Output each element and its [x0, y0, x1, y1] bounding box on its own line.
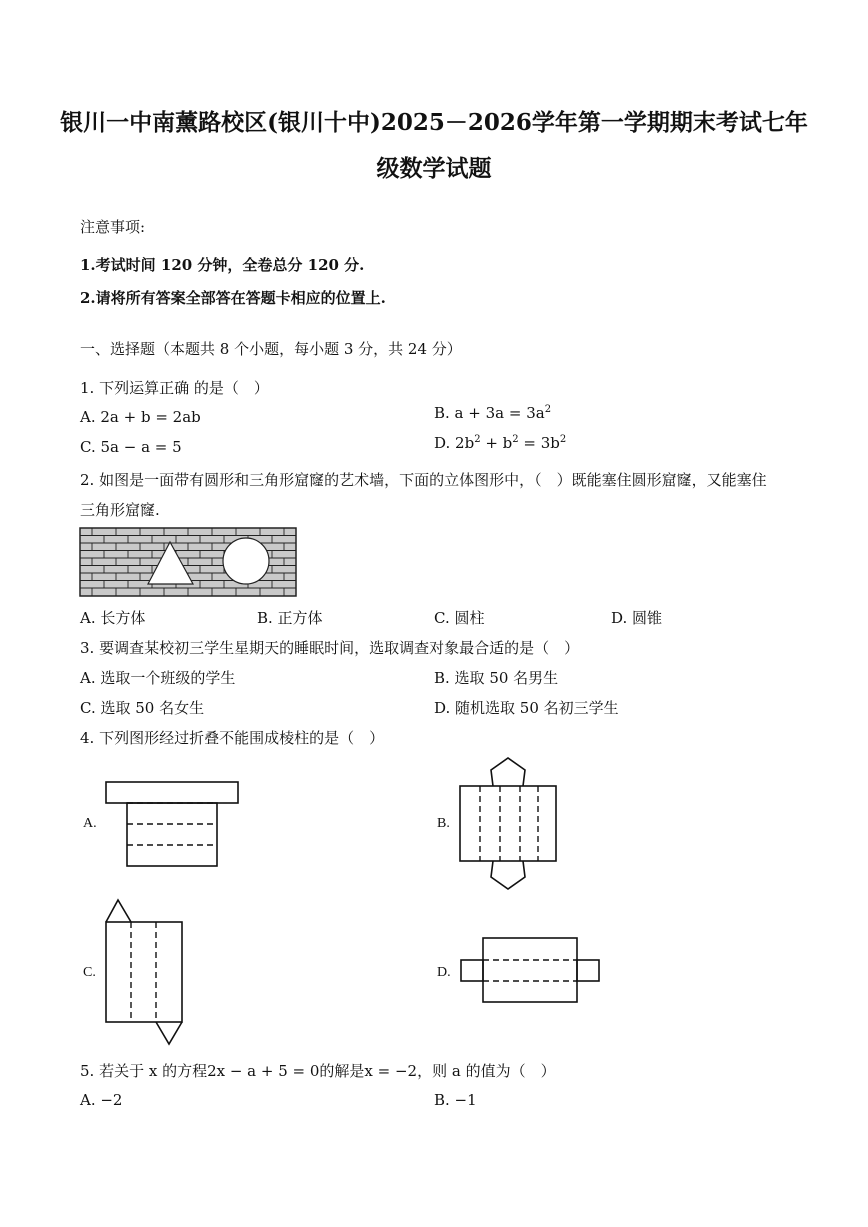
q2-stem-line2: 三角形窟窿.: [80, 501, 160, 519]
q5-option-a: A. −2: [80, 1091, 123, 1109]
brick-wall-figure: [80, 528, 296, 596]
q4-label-b: B.: [437, 816, 450, 831]
section-1-heading: 一、选择题（本题共 8 个小题，每小题 3 分，共 24 分）: [80, 340, 462, 358]
notice-heading: 注意事项:: [80, 218, 146, 236]
q3-option-c: C. 选取 50 名女生: [80, 699, 205, 717]
circle-hole: [223, 538, 269, 584]
q4-label-c: C.: [83, 965, 96, 980]
q1-option-a: A. 2a + b = 2ab: [80, 408, 201, 426]
q2-stem-line1: 2. 如图是一面带有圆形和三角形窟窿的艺术墙，下面的立体图形中，（ ）既能塞住圆形窟窿，又能塞住: [80, 471, 767, 489]
q2-option-b: B. 正方体: [257, 609, 323, 627]
q4-label-d: D.: [437, 965, 451, 980]
notice-item-1: 1.考试时间 120 分钟，全卷总分 120 分.: [80, 256, 365, 274]
q4-stem: 4. 下列图形经过折叠不能围成棱柱的是（ ）: [80, 729, 385, 747]
net-figure-a: [104, 780, 240, 868]
q4-label-a: A.: [83, 816, 97, 831]
q2-option-c: C. 圆柱: [434, 609, 485, 627]
q1-option-d: D. $2b^2 + b^2 = 3b^2$: [434, 434, 567, 452]
q3-stem: 3. 要调查某校初三学生星期天的睡眠时间，选取调查对象最合适的是（ ）: [80, 639, 580, 657]
q5-stem: 5. 若关于 x 的方程2x − a + 5 = 0的解是x = −2，则 a 的值为（ ）: [80, 1062, 556, 1080]
q3-option-b: B. 选取 50 名男生: [434, 669, 559, 687]
q1-option-b: B. $a + 3a = 3a^2$: [434, 404, 552, 422]
exam-title-line2: 级数学试题: [376, 155, 492, 182]
net-figure-b: [458, 756, 558, 891]
q5-option-b: B. −1: [434, 1091, 477, 1109]
exam-title-line1: 银川一中南薰路校区(银川十中)2025－2026学年第一学期期末考试七年: [60, 109, 808, 136]
net-figure-c: [104, 898, 184, 1048]
q2-option-a: A. 长方体: [80, 609, 146, 627]
q3-option-a: A. 选取一个班级的学生: [80, 669, 236, 687]
notice-item-2: 2.请将所有答案全部答在答题卡相应的位置上.: [80, 289, 386, 307]
net-figure-d: [459, 936, 601, 1004]
q3-option-d: D. 随机选取 50 名初三学生: [434, 699, 619, 717]
q1-option-c: C. 5a − a = 5: [80, 438, 182, 456]
q2-option-d: D. 圆锥: [611, 609, 663, 627]
q1-stem: 1. 下列运算正确 的是（ ）: [80, 379, 269, 397]
